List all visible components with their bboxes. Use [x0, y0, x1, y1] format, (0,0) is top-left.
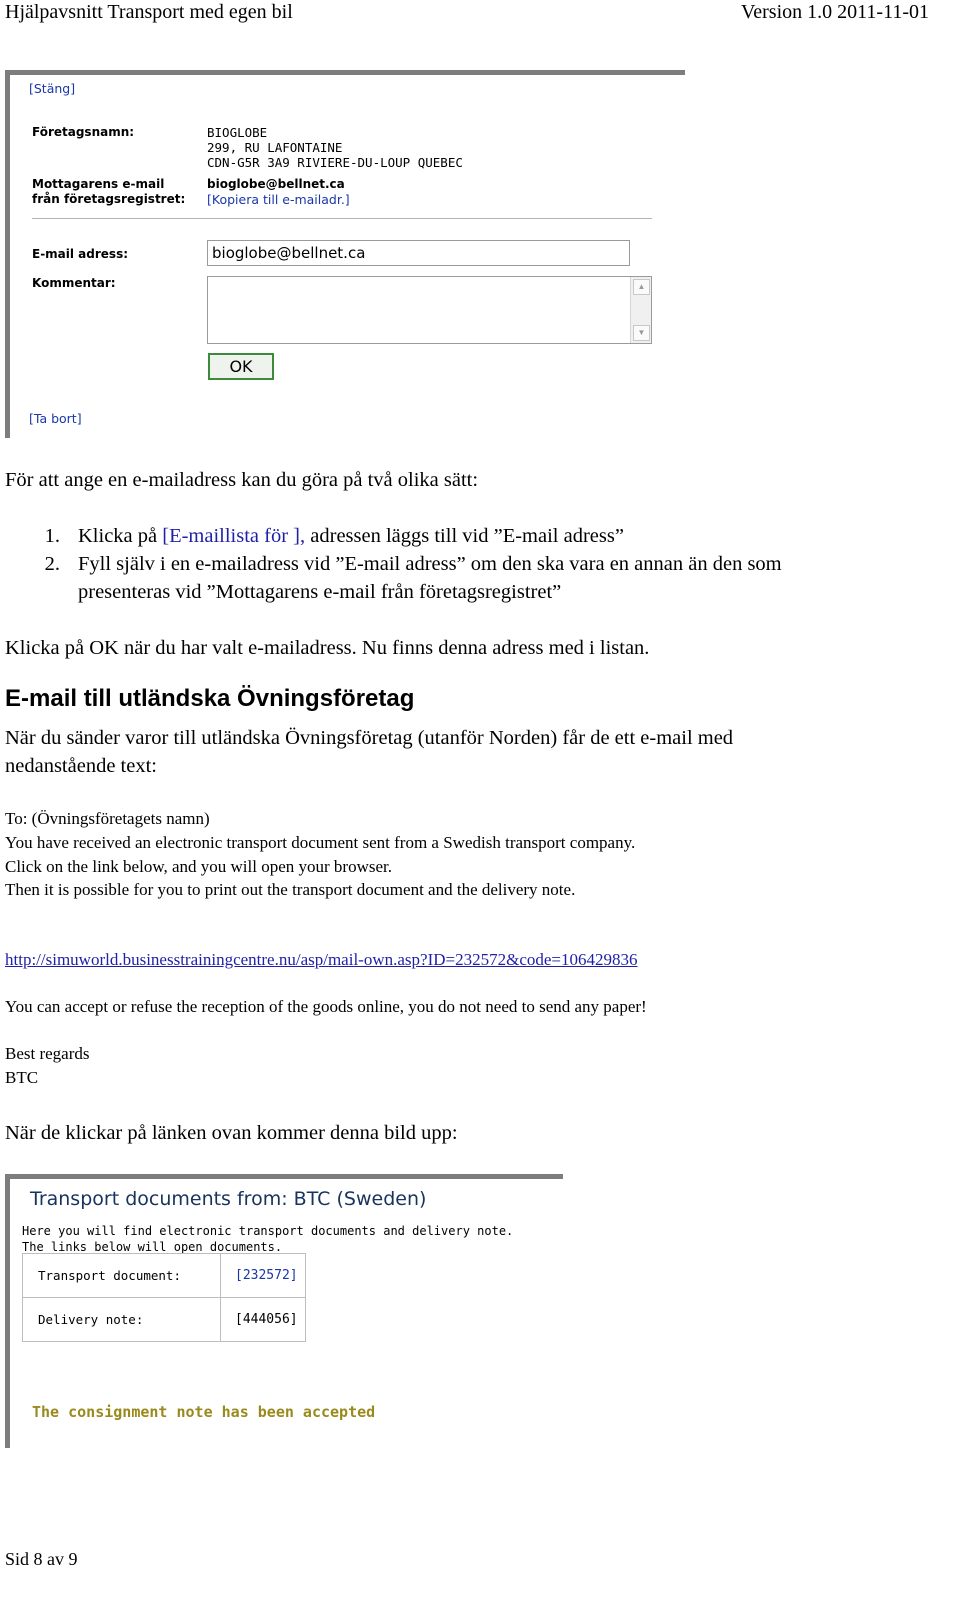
email-sender: BTC: [5, 1068, 39, 1087]
documents-intro: The links below will open documents.: [22, 1240, 283, 1254]
page-number: Sid 8 av 9: [5, 1549, 78, 1569]
comment-label: Kommentar:: [32, 276, 116, 290]
paragraph: nedanstående text:: [5, 755, 157, 777]
scrollbar[interactable]: [630, 277, 651, 343]
row-label: Delivery note:: [23, 1298, 221, 1341]
ok-instruction: Klicka på OK när du har valt e-mailadress. Nu finns denna adress med i listan.: [5, 637, 650, 659]
email-text: Then it is possible for you to print out the transport document and the delivery note.: [5, 880, 576, 899]
email-to: To: (Övningsföretagets namn): [5, 809, 210, 828]
ok-button[interactable]: OK: [208, 353, 274, 380]
company-line: 299, RU LAFONTAINE: [207, 140, 343, 155]
row-label: Transport document:: [23, 1254, 221, 1297]
email-url-link[interactable]: http://simuworld.businesstrainingcentre.nu/asp/mail-own.asp?ID=232572&code=106429836: [5, 950, 638, 969]
email-list-link[interactable]: [E-maillista för ],: [162, 525, 306, 547]
copy-email-link[interactable]: [Kopiera till e-mailadr.]: [207, 192, 350, 207]
document-version: Version 1.0 2011-11-01: [741, 1, 929, 23]
list-number: 1.: [44, 525, 60, 547]
documents-title: Transport documents from: BTC (Sweden): [30, 1188, 427, 1210]
list-number: 2.: [44, 553, 60, 575]
list-item-text: Klicka på: [78, 525, 163, 547]
transport-documents-screenshot: [5, 1174, 563, 1448]
after-text: När de klickar på länken ovan kommer denna bild upp:: [5, 1122, 458, 1144]
email-text: You can accept or refuse the reception of the goods online, you do not need to send any paper!: [5, 997, 647, 1016]
email-text: Click on the link below, and you will open your browser.: [5, 857, 393, 876]
section-heading: E-mail till utländska Övningsföretag: [5, 685, 415, 712]
email-input[interactable]: bioglobe@bellnet.ca: [207, 240, 630, 266]
list-item-text: Fyll själv i en e-mailadress vid ”E-mail adress” om den ska vara en annan än den som: [78, 553, 782, 575]
divider: [32, 218, 652, 219]
list-item: [78, 522, 624, 550]
list-item-text: presenteras vid ”Mottagarens e-mail från företagsregistret”: [78, 581, 562, 603]
intro-text: För att ange en e-mailadress kan du göra på två olika sätt:: [5, 469, 479, 491]
scroll-down-icon[interactable]: ▼: [633, 325, 650, 341]
documents-intro: Here you will find electronic transport documents and delivery note.: [22, 1224, 514, 1238]
close-link[interactable]: [Stäng]: [29, 81, 76, 96]
company-line: CDN-G5R 3A9 RIVIERE-DU-LOUP QUEBEC: [207, 155, 463, 170]
recipient-label: från företagsregistret:: [32, 192, 186, 206]
email-regards: Best regards: [5, 1044, 90, 1063]
company-label: Företagsnamn:: [32, 125, 135, 139]
recipient-email: bioglobe@bellnet.ca: [207, 177, 345, 191]
email-form-screenshot: [5, 70, 685, 438]
email-text: You have received an electronic transport document sent from a Swedish transport company.: [5, 833, 636, 852]
documents-table: [22, 1253, 306, 1342]
company-line: BIOGLOBE: [207, 125, 268, 140]
status-message: The consignment note has been accepted: [32, 1403, 376, 1421]
comment-textarea[interactable]: [207, 276, 652, 344]
delivery-note-link[interactable]: [444056]: [235, 1312, 298, 1327]
transport-document-link[interactable]: [232572]: [235, 1268, 298, 1283]
table-row: [23, 1297, 305, 1341]
paragraph: När du sänder varor till utländska Övningsföretag (utanför Norden) får de ett e-mail med: [5, 727, 734, 749]
document-title: Hjälpavsnitt Transport med egen bil: [5, 1, 293, 23]
scroll-up-icon[interactable]: ▲: [633, 279, 650, 295]
list-item-text: adressen läggs till vid ”E-mail adress”: [305, 525, 624, 547]
table-row: [23, 1254, 305, 1297]
email-label: E-mail adress:: [32, 247, 129, 261]
delete-link[interactable]: [Ta bort]: [29, 411, 82, 426]
recipient-label: Mottagarens e-mail: [32, 177, 165, 191]
